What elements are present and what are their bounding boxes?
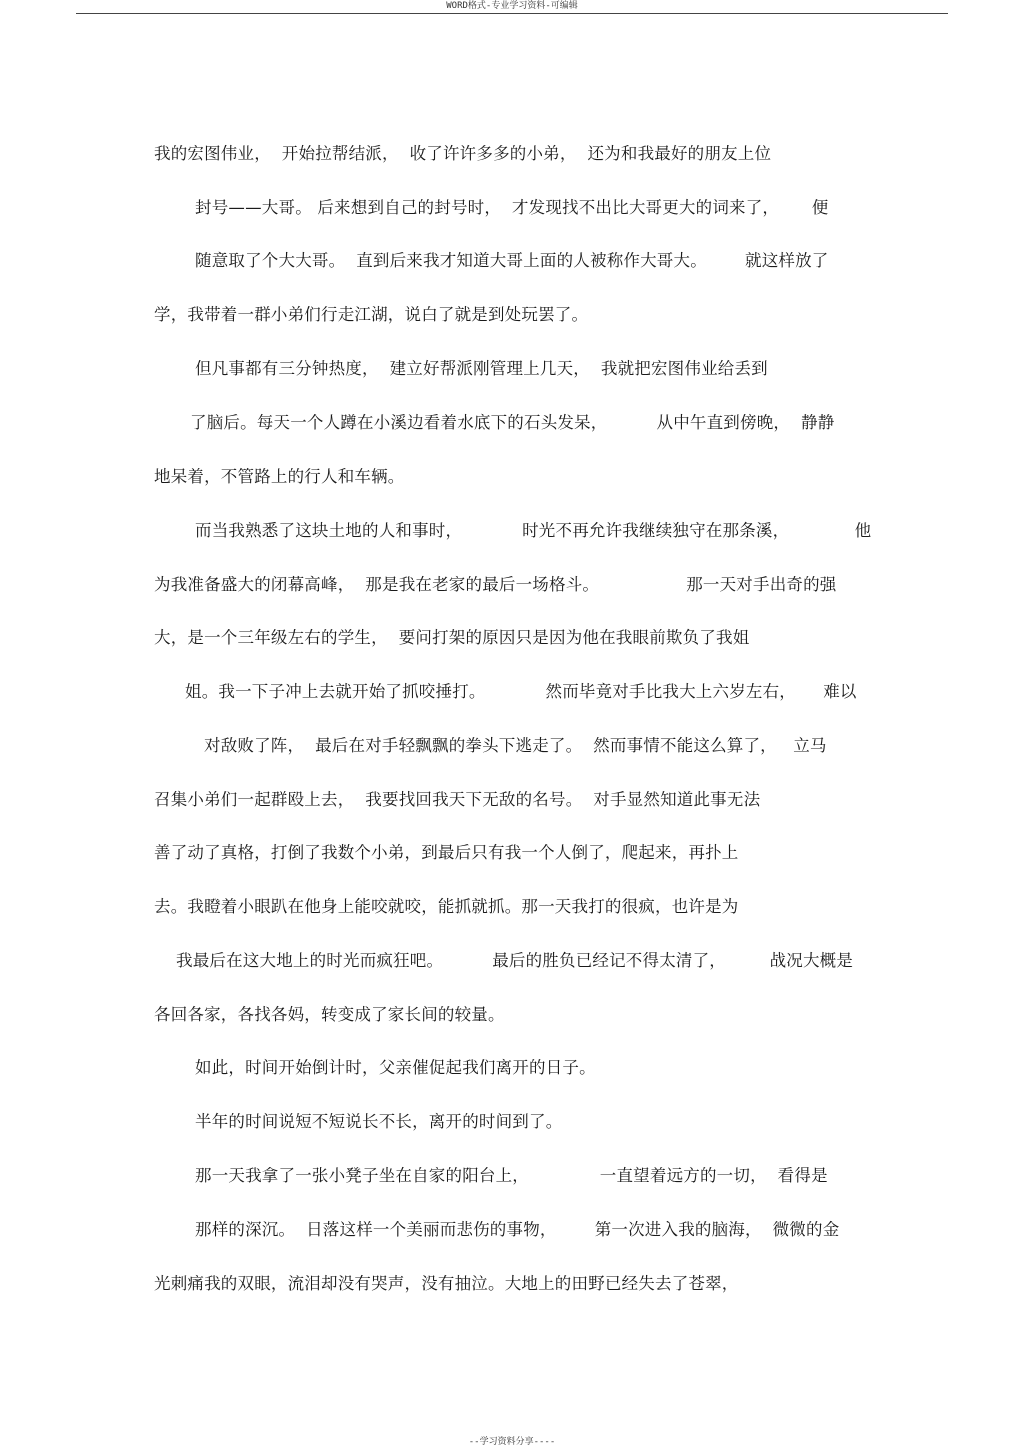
body-line: 对敌败了阵， 最后在对手轻飘飘的拳头下逃走了。 然而事情不能这么算了， 立马	[204, 736, 827, 755]
body-line: 封号——大哥。 后来想到自己的封号时， 才发现找不出比大哥更大的词来了， 便	[195, 198, 829, 217]
body-line: 而当我熟悉了这块土地的人和事时， 时光不再允许我继续独守在那条溪， 他	[195, 521, 872, 540]
body-line: 光刺痛我的双眼，流泪却没有哭声，没有抽泣。大地上的田野已经失去了苍翠，	[154, 1274, 739, 1293]
body-line: 各回各家，各找各妈，转变成了家长间的较量。	[154, 1005, 505, 1024]
body-line: 但凡事都有三分钟热度， 建立好帮派刚管理上几天， 我就把宏图伟业给丢到	[195, 359, 768, 378]
header-divider	[76, 13, 948, 14]
body-line: 那样的深沉。 日落这样一个美丽而悲伤的事物， 第一次进入我的脑海， 微微的金	[195, 1220, 840, 1239]
body-line: 我的宏图伟业， 开始拉帮结派， 收了许许多多的小弟， 还为和我最好的朋友上位	[154, 144, 772, 163]
body-line: 召集小弟们一起群殴上去， 我要找回我天下无敌的名号。 对手显然知道此事无法	[154, 790, 761, 809]
body-line: 如此，时间开始倒计时，父亲催促起我们离开的日子。	[195, 1058, 596, 1077]
body-line: 姐。我一下子冲上去就开始了抓咬捶打。 然而毕竟对手比我大上六岁左右， 难以	[185, 682, 857, 701]
body-line: 半年的时间说短不短说长不长，离开的时间到了。	[195, 1112, 563, 1131]
body-line: 学，我带着一群小弟们行走江湖，说白了就是到处玩罢了。	[154, 305, 589, 324]
body-line: 我最后在这大地上的时光而疯狂吧。 最后的胜负已经记不得太清了， 战况大概是	[176, 951, 854, 970]
body-line: 去。我瞪着小眼趴在他身上能咬就咬，能抓就抓。那一天我打的很疯，也许是为	[154, 897, 739, 916]
body-line: 随意取了个大大哥。 直到后来我才知道大哥上面的人被称作大哥大。 就这样放了	[195, 251, 829, 270]
page-footer: --学习资料分享----	[468, 1437, 556, 1447]
body-line: 地呆着，不管路上的行人和车辆。	[154, 467, 405, 486]
page-header: WORD格式-专业学习资料-可编辑	[446, 1, 578, 11]
body-line: 为我准备盛大的闭幕高峰， 那是我在老家的最后一场格斗。 那一天对手出奇的强	[154, 575, 837, 594]
body-line: 那一天我拿了一张小凳子坐在自家的阳台上， 一直望着远方的一切， 看得是	[195, 1166, 828, 1185]
body-line: 大，是一个三年级左右的学生， 要问打架的原因只是因为他在我眼前欺负了我姐	[154, 628, 750, 647]
body-line: 善了动了真格，打倒了我数个小弟，到最后只有我一个人倒了，爬起来，再扑上	[154, 843, 739, 862]
body-line: 了脑后。每天一个人蹲在小溪边看着水底下的石头发呆， 从中午直到傍晚， 静静	[190, 413, 835, 432]
